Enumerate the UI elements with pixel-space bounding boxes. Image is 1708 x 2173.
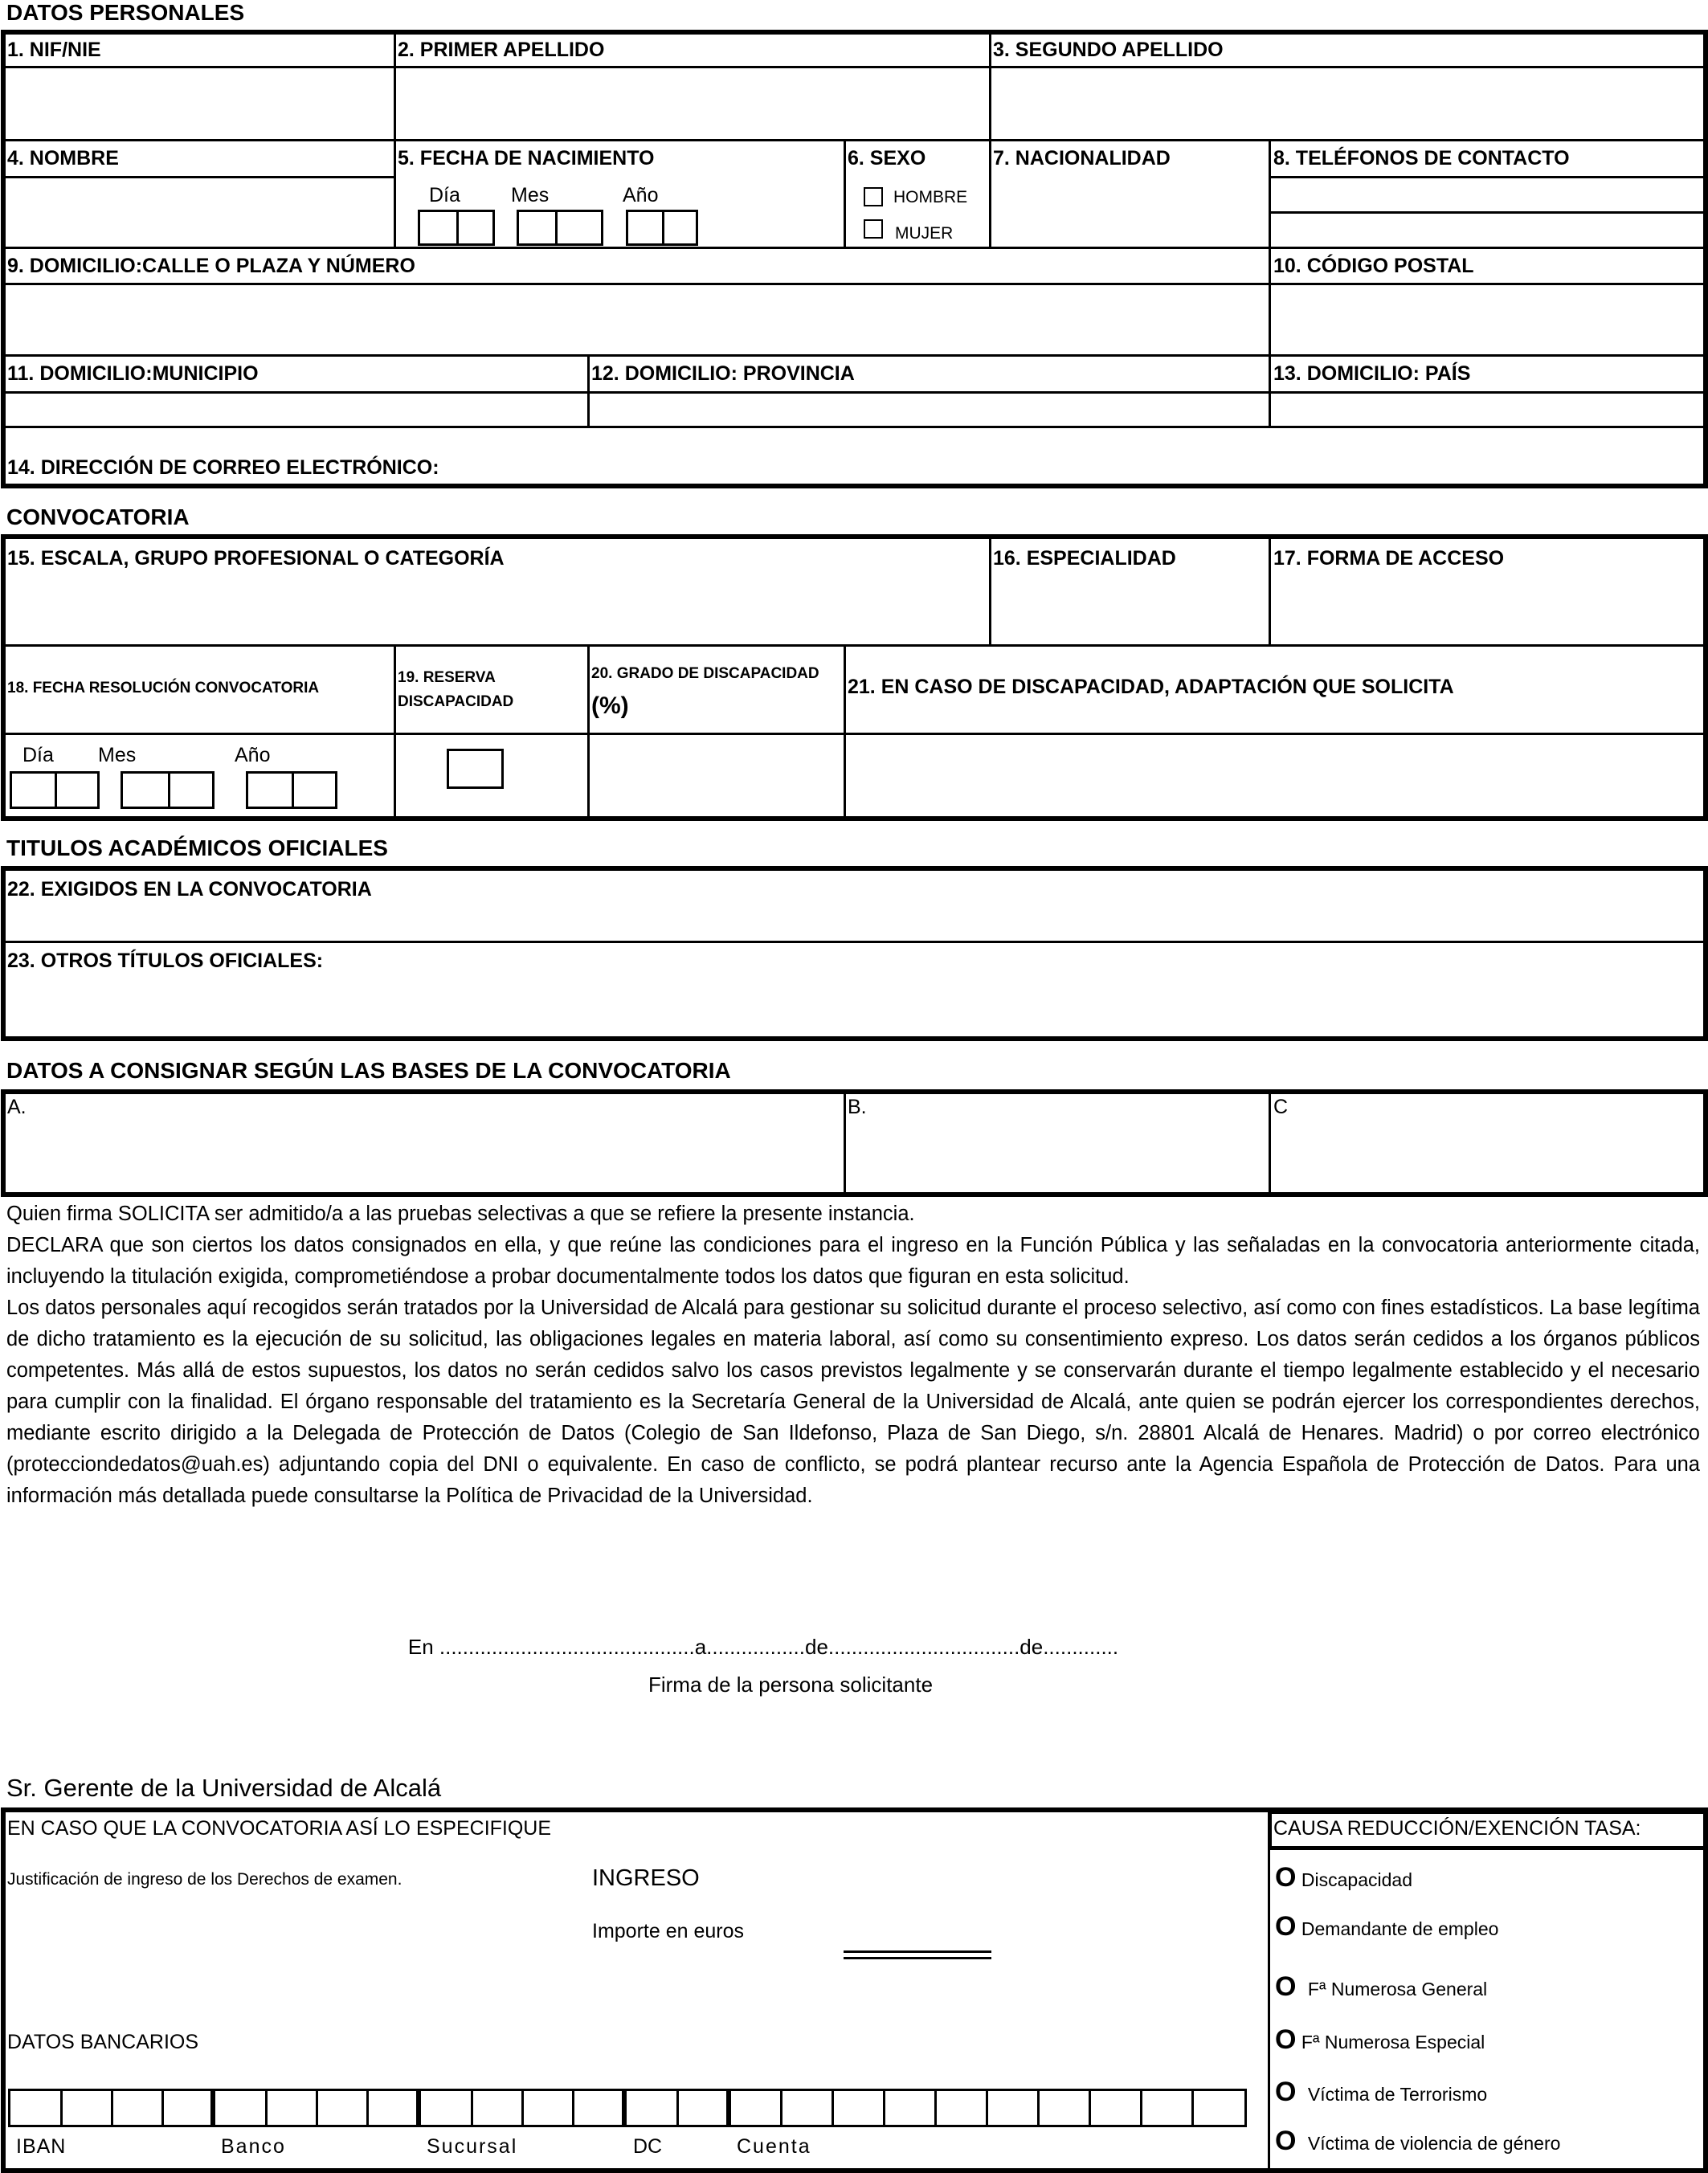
digit-divider	[555, 212, 558, 243]
female-checkbox[interactable]	[864, 219, 883, 239]
option-circle-icon: O	[1275, 2024, 1297, 2055]
row-divider	[3, 354, 1706, 357]
col-divider	[989, 537, 991, 644]
reduction-option-label: Fª Numerosa General	[1307, 1979, 1488, 1999]
col-divider	[1268, 1810, 1270, 2171]
section-title-titles: TITULOS ACADÉMICOS OFICIALES	[6, 835, 388, 860]
section-title-personal: DATOS PERSONALES	[6, 0, 245, 25]
digit-divider	[1089, 2091, 1091, 2125]
signature-caption: Firma de la persona solicitante	[648, 1673, 934, 1697]
reduction-option-label: Fª Numerosa Especial	[1301, 2032, 1485, 2053]
sex-label: 6. SEXO	[848, 147, 926, 170]
digit-divider	[456, 212, 459, 243]
digit-divider	[168, 774, 170, 807]
row-divider	[3, 66, 1706, 68]
birth-day-label: Día	[429, 184, 460, 206]
section-title-call: CONVOCATORIA	[6, 504, 190, 529]
request-paragraph: Quien firma SOLICITA ser admitido/a a las pruebas selectivas a que se refiere la presente instancia.	[6, 1203, 915, 1225]
signature-place-date: En ............................................a.................de.................................de.............	[407, 1635, 1119, 1659]
row-divider	[3, 733, 1706, 735]
row-divider	[3, 941, 1706, 943]
option-circle-icon: O	[1275, 2077, 1297, 2107]
row-divider	[3, 391, 1706, 394]
account-field[interactable]	[729, 2089, 1247, 2127]
privacy-paragraph: Los datos personales aquí recogidos serán tratados por la Universidad de Alcalá para gestionar su solicitud durante el proceso selectivo, así como con fines estadísticos. La base legítima de dicho tratamiento es la ejecución de su solicitud, las obligaciones legales en materia laboral, así como su consentimiento expreso. Los datos serán cedidos a los órganos públicos competentes. Más allá de estos supuestos, los datos no serán cedidos salvo los casos previstos legalmente y se conservarán durante el tiempo legalmente establecido y el necesario para cumplir con la finalidad. El órgano responsable del tratamiento es la Secretaría General de la Universidad de Alcalá, ante quien se podrán ejercer los correspondientes derechos, mediante escrito dirigido a la Delegada de Protección de Datos (Colegio de San Ildefonso, Plaza de San Diego, s/n. 28801 Alcalá de Henares. Madrid) o por correo electrónico (protecciondedatos@uah.es) adjuntando copia del DNI o equivalente. En caso de conflicto, se podrá plantear recurso ante la Agencia Española de Protección de Datos. Para una información más detallada puede consultarse la Política de Privacidad de la Universidad.	[6, 1297, 1700, 1507]
addressee: Sr. Gerente de la Universidad de Alcalá	[6, 1774, 442, 1802]
nif-label: 1. NIF/NIE	[7, 39, 101, 61]
digit-divider	[55, 774, 57, 807]
digit-divider	[1140, 2091, 1142, 2125]
col-divider	[394, 32, 396, 247]
female-label: MUJER	[895, 224, 954, 243]
digit-divider	[676, 2091, 679, 2125]
digit-divider	[111, 2091, 113, 2125]
birth-year-field[interactable]	[626, 210, 698, 246]
col-divider	[1269, 139, 1271, 426]
option-circle-icon: O	[1275, 1971, 1297, 2002]
col-divider	[1269, 1092, 1271, 1195]
option-circle-icon: O	[1275, 1862, 1297, 1893]
bank-code-field[interactable]	[213, 2089, 419, 2127]
iban-field[interactable]	[8, 2089, 213, 2127]
col-divider	[587, 354, 590, 426]
col-divider	[394, 644, 396, 819]
access-form-label: 17. FORMA DE ACCESO	[1273, 547, 1505, 570]
row-divider	[3, 247, 1706, 249]
bank-label: Banco	[221, 2135, 286, 2158]
col-divider	[844, 644, 846, 819]
iban-label: IBAN	[16, 2135, 67, 2158]
digit-divider	[471, 2091, 473, 2125]
nationality-label: 7. NACIONALIDAD	[993, 147, 1171, 170]
digit-divider	[883, 2091, 885, 2125]
reduction-option-large-family-general[interactable]	[1275, 1971, 1487, 2003]
amount-field[interactable]	[844, 1950, 991, 1959]
disability-degree-label: 20. GRADO DE DISCAPACIDAD	[591, 665, 819, 682]
second-surname-label: 3. SEGUNDO APELLIDO	[993, 39, 1224, 61]
dc-field[interactable]	[624, 2089, 729, 2127]
disability-percent-label: (%)	[591, 692, 629, 719]
reduction-option-gender-violence-victim[interactable]	[1275, 2126, 1560, 2157]
reduction-option-label: Demandante de empleo	[1301, 1918, 1499, 1939]
digit-divider	[1037, 2091, 1040, 2125]
row-divider	[3, 283, 1706, 285]
branch-field[interactable]	[419, 2089, 624, 2127]
scale-label: 15. ESCALA, GRUPO PROFESIONAL O CATEGORÍA	[7, 547, 505, 570]
digit-divider	[316, 2091, 318, 2125]
reduction-option-disability[interactable]	[1275, 1862, 1412, 1893]
specialty-label: 16. ESPECIALIDAD	[993, 547, 1176, 570]
row-divider	[1269, 211, 1706, 214]
digit-divider	[1191, 2091, 1194, 2125]
required-titles-label: 22. EXIGIDOS EN LA CONVOCATORIA	[7, 878, 372, 901]
postal-code-label: 10. CÓDIGO POSTAL	[1273, 255, 1474, 277]
account-label: Cuenta	[737, 2135, 811, 2158]
option-circle-icon: O	[1275, 2126, 1297, 2156]
amount-label: Importe en euros	[592, 1920, 744, 1942]
digit-divider	[572, 2091, 574, 2125]
col-divider	[587, 644, 590, 819]
disability-reserve-checkbox[interactable]	[447, 749, 504, 789]
resolution-month-field[interactable]	[121, 771, 215, 809]
resolution-year-field[interactable]	[246, 771, 337, 809]
fee-header: EN CASO QUE LA CONVOCATORIA ASÍ LO ESPECIFIQUE	[7, 1817, 552, 1840]
resolution-day-label: Día	[22, 744, 54, 766]
reduction-title: CAUSA REDUCCIÓN/EXENCIÓN TASA:	[1273, 1817, 1641, 1840]
row-divider	[3, 176, 394, 178]
base-a-label: A.	[7, 1096, 27, 1118]
birth-year-label: Año	[623, 184, 659, 206]
country-label: 13. DOMICILIO: PAÍS	[1273, 362, 1471, 385]
first-surname-label: 2. PRIMER APELLIDO	[398, 39, 605, 61]
reduction-option-large-family-special[interactable]	[1275, 2024, 1485, 2056]
digit-divider	[521, 2091, 524, 2125]
email-label: 14. DIRECCIÓN DE CORREO ELECTRÓNICO:	[7, 456, 439, 479]
col-divider	[844, 1092, 846, 1195]
male-checkbox[interactable]	[864, 187, 883, 206]
resolution-month-label: Mes	[98, 744, 137, 766]
resolution-day-field[interactable]	[10, 771, 100, 809]
phones-label: 8. TELÉFONOS DE CONTACTO	[1273, 147, 1570, 170]
col-divider	[844, 139, 846, 247]
name-label: 4. NOMBRE	[7, 147, 119, 170]
other-titles-label: 23. OTROS TÍTULOS OFICIALES:	[7, 950, 324, 972]
birth-day-field[interactable]	[418, 210, 495, 246]
fee-justification: Justificación de ingreso de los Derechos de examen.	[7, 1870, 402, 1889]
ingreso-label: INGRESO	[592, 1865, 700, 1891]
address-label: 9. DOMICILIO:CALLE O PLAZA Y NÚMERO	[7, 255, 415, 277]
reduction-option-unemployed[interactable]	[1275, 1911, 1498, 1942]
reduction-option-label: Víctima de violencia de género	[1307, 2133, 1561, 2154]
reduction-option-label: Discapacidad	[1301, 1869, 1412, 1890]
reduction-option-terrorism-victim[interactable]	[1275, 2077, 1487, 2108]
digit-divider	[60, 2091, 63, 2125]
male-label: HOMBRE	[893, 188, 968, 206]
row-divider	[3, 426, 1706, 428]
section-title-bases: DATOS A CONSIGNAR SEGÚN LAS BASES DE LA CONVOCATORIA	[6, 1058, 731, 1083]
digit-divider	[832, 2091, 834, 2125]
col-divider	[1269, 537, 1271, 644]
province-label: 12. DOMICILIO: PROVINCIA	[591, 362, 855, 385]
row-divider	[3, 644, 1706, 647]
row-divider	[1269, 176, 1706, 178]
col-divider	[989, 139, 991, 247]
disability-reserve-label: 19. RESERVA DISCAPACIDAD	[398, 669, 514, 710]
bank-data-label: DATOS BANCARIOS	[7, 2031, 199, 2053]
dc-label: DC	[633, 2135, 663, 2158]
option-circle-icon: O	[1275, 1911, 1297, 1942]
birth-date-label: 5. FECHA DE NACIMIENTO	[398, 147, 655, 170]
digit-divider	[986, 2091, 988, 2125]
digit-divider	[366, 2091, 369, 2125]
digit-divider	[265, 2091, 268, 2125]
municipality-label: 11. DOMICILIO:MUNICIPIO	[7, 362, 259, 385]
resolution-date-label: 18. FECHA RESOLUCIÓN CONVOCATORIA	[7, 680, 320, 696]
branch-label: Sucursal	[427, 2135, 518, 2158]
adaptation-label: 21. EN CASO DE DISCAPACIDAD, ADAPTACIÓN QUE SOLICITA	[848, 676, 1454, 698]
col-divider	[989, 32, 991, 140]
digit-divider	[161, 2091, 164, 2125]
birth-month-field[interactable]	[517, 210, 603, 246]
base-b-label: B.	[848, 1096, 867, 1118]
digit-divider	[780, 2091, 782, 2125]
resolution-year-label: Año	[235, 744, 271, 766]
birth-month-label: Mes	[511, 184, 550, 206]
declaration-paragraph: DECLARA que son ciertos los datos consignados en ella, y que reúne las condiciones para el ingreso en la Función Pública y las señaladas en la convocatoria anteriormente citada, incluyendo la titulación exigida, comprometiéndose a probar documentalmente todos los datos que figuran en esta solicitud.	[6, 1234, 1700, 1288]
digit-divider	[292, 774, 294, 807]
base-c-label: C	[1273, 1096, 1289, 1118]
row-divider	[3, 139, 1706, 141]
reduction-option-label: Víctima de Terrorismo	[1307, 2084, 1488, 2105]
digit-divider	[662, 212, 664, 243]
digit-divider	[934, 2091, 937, 2125]
